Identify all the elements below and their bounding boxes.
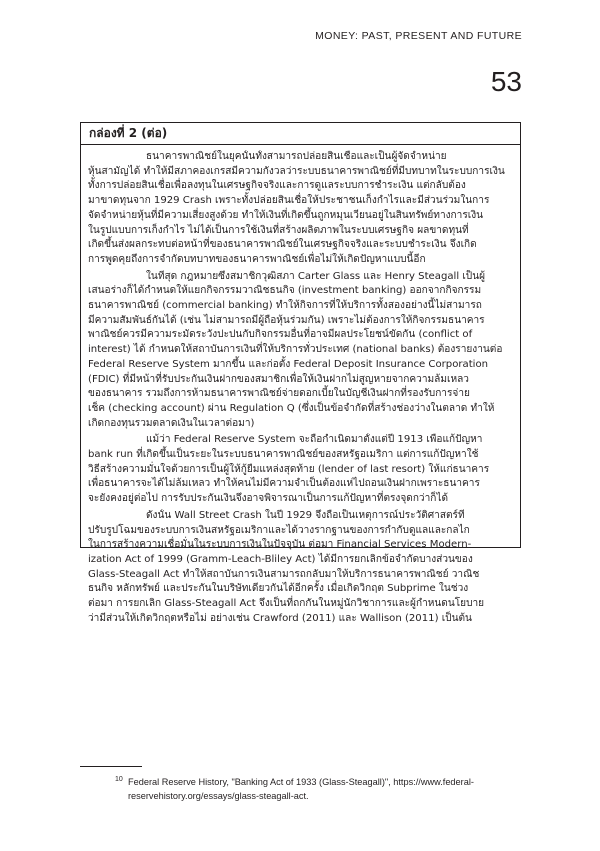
footnote-divider [80,766,142,767]
paragraph-line: เกิดกองทุนรวมตลาดเงินในเวลาต่อมา) [88,417,255,429]
paragraph-line: มาขาดทุนจาก 1929 Crash เพราะทั้งปล่อยสินเชื่อให้ประชาชนเก็งกำไรและมีส่วนร่วมในการ [88,195,490,207]
paragraph-line: วิธีสร้างความมั่นใจด้วยการเป็นผู้ให้กู้ยืมแหล่งสุดท้าย (lender of last resort) ให้แก่ธนาคาร [88,463,490,475]
paragraph-line: ทั้งการปล่อยสินเชื่อเพื่อลงทุนในเศรษฐกิจจริงและการดูแลระบบการชำระเงิน แต่กลับต้อง [88,180,466,192]
paragraph-line: ต่อมา การยกเลิก Glass-Steagall Act จึงเป็นที่ถกกันในหมู่นักวิชาการและผู้กำหนดนโยบาย [88,598,485,610]
box-paragraph [88,270,513,432]
paragraph-line: bank run ที่เกิดขึ้นเป็นระยะในระบบธนาคารพาณิชย์ของสหรัฐอเมริกา แต่การแก้ปัญหาใช้ [88,449,479,461]
paragraph-line: Federal Reserve System มากขึ้น และก่อตั้ง Federal Deposit Insurance Corporation [88,358,489,370]
paragraph-line: ธนาคารพาณิชย์ในยุคนั้นทั้งสามารถปล่อยสินเชื่อและเป็นผู้จัดจำหน่าย [146,151,447,162]
paragraph-line: เช็ค (checking account) ผ่าน Regulation Q (ซึ่งเป็นข้อจำกัดที่สร้างช่องว่างในตลาด ทำให้ [88,402,495,414]
paragraph-line: (FDIC) ที่มีหน้าที่รับประกันเงินฝากของสมาชิกเพื่อให้เงินฝากไม่สูญหายจากความล้มเหลว [88,373,469,385]
footnote [115,775,523,803]
box-paragraph [88,150,513,268]
box-paragraph [88,509,513,627]
footnote-number: 10 [115,776,123,783]
paragraph-line: ว่ามีส่วนให้เกิดวิกฤตหรือไม่ อย่างเช่น Crawford (2011) และ Wallison (2011) เป็นต้น [88,612,472,624]
paragraph-line: เกิดขึ้นส่งผลกระทบต่อหน้าที่ของธนาคารพาณิชย์ในเศรษฐกิจจริงและระบบชำระเงิน จึงเกิด [88,239,477,251]
paragraph-line: พาณิชย์ควรมีความระมัดระวังปะปนกับกิจกรรมอื่นที่อาจมีผลประโยชน์ขัดกัน (conflict of [88,329,473,341]
paragraph-line: ธนาคารพาณิชย์ (commercial banking) ทำให้กิจการที่ให้บริการทั้งสองอย่างนี้ไม่สามารถ [88,300,482,312]
paragraph-line: ในที่สุด กฎหมายซึ่งสมาชิกวุฒิสภา Carter Glass และ Henry Steagall เป็นผู้ [146,270,486,282]
box-body [81,145,520,627]
paragraph-line: ization Act of 1999 (Gramm-Leach-Bliley Act) ได้มีการยกเลิกข้อจำกัดบางส่วนของ [88,553,473,565]
footnote-line-2: reservehistory.org/essays/glass-steagall-act. [128,791,309,801]
paragraph-line: interest) ได้ กำหนดให้สถาบันการเงินที่ให้บริการทั่วประเทศ (national banks) ต้องรายงานต่อ [88,344,503,356]
paragraph-line: ในรูปแบบการเก็งกำไร ไม่ได้เป็นการใช้เงินที่สร้างผลิตภาพในระบบเศรษฐกิจ ผลขาดทุนที่ [88,224,469,236]
paragraph-line: มีความสัมพันธ์กันได้ (เช่น ไม่สามารถมีผู้ถือหุ้นร่วมกัน) เพราะไม่ต้องการให้กิจกรรมธนาคาร [88,314,485,326]
paragraph-line: ดังนั้น Wall Street Crash ในปี 1929 จึงถือเป็นเหตุการณ์ประวัติศาสตร์ที่ [146,509,465,521]
sidebar-box [80,122,521,624]
paragraph-line: จะยังคงอยู่ต่อไป การรับประกันเงินจึงอาจพิจารณาเป็นการแก้ปัญหาที่ตรงจุดกว่าก็ได้ [88,493,449,505]
paragraph-line: ปรับรูปโฉมของระบบการเงินสหรัฐอเมริกาและได้วางรากฐานของการกำกับดูแลและกลไก [88,524,470,536]
paragraph-line: ธนกิจ หลักทรัพย์ และประกันในบริษัทเดียวกันได้อีกครั้ง เมื่อเกิดวิกฤต Subprime ในช่วง [88,583,469,595]
paragraph-line: หุ้นสามัญได้ ทำให้มีสภาคองเกรสมีความกังวลว่าระบบธนาคารพาณิชย์ที่มีบทบาทในระบบการเงิน [88,165,505,177]
box-title: กล่องที่ 2 (ต่อ) [81,123,520,145]
box-paragraph [88,433,513,507]
paragraph-line: ในการสร้างความเชื่อมั่นในระบบการเงินในปัจจุบัน ต่อมา Financial Services Modern- [88,539,472,551]
paragraph-line: ของธนาคาร รวมถึงการห้ามธนาคารพาณิชย์จ่ายดอกเบี้ยในบัญชีเงินฝากที่รองรับการจ่าย [88,388,470,400]
paragraph-line: จัดจำหน่ายหุ้นที่มีความเสี่ยงสูงด้วย ทำให้เงินที่เกิดขึ้นถูกหมุนเวียนอยู่ในสินทรัพย์ทางการเงิน [88,209,484,221]
paragraph-line: การพูดคุยถึงการจำกัดบทบาทของธนาคารพาณิชย์เพื่อไม่ให้เกิดปัญหาแบบนี้อีก [88,253,426,265]
page-number: 53 [490,66,522,97]
paragraph-line: เพื่อธนาคารจะได้ไม่ล้มเหลว ทำให้คนไม่มีความจำเป็นต้องแห่ไปถอนเงินฝากเพราะธนาคาร [88,478,480,490]
paragraph-line: แม้ว่า Federal Reserve System จะถือกำเนิดมาตั้งแต่ปี 1913 เพื่อแก้ปัญหา [146,434,483,446]
footnote-line-1: Federal Reserve History, "Banking Act of 1933 (Glass-Steagall)", https://www.federal- [128,777,474,787]
paragraph-line: Glass-Steagall Act ทำให้สถาบันการเงินสามารถกลับมาให้บริการธนาคารพาณิชย์ วาณิช [88,568,480,580]
running-title: MONEY: PAST, PRESENT AND FUTURE [315,30,522,42]
paragraph-line: เสนอร่างก็ได้กำหนดให้แยกกิจกรรมวาณิชธนกิจ (investment banking) ออกจากกิจกรรม [88,285,482,297]
